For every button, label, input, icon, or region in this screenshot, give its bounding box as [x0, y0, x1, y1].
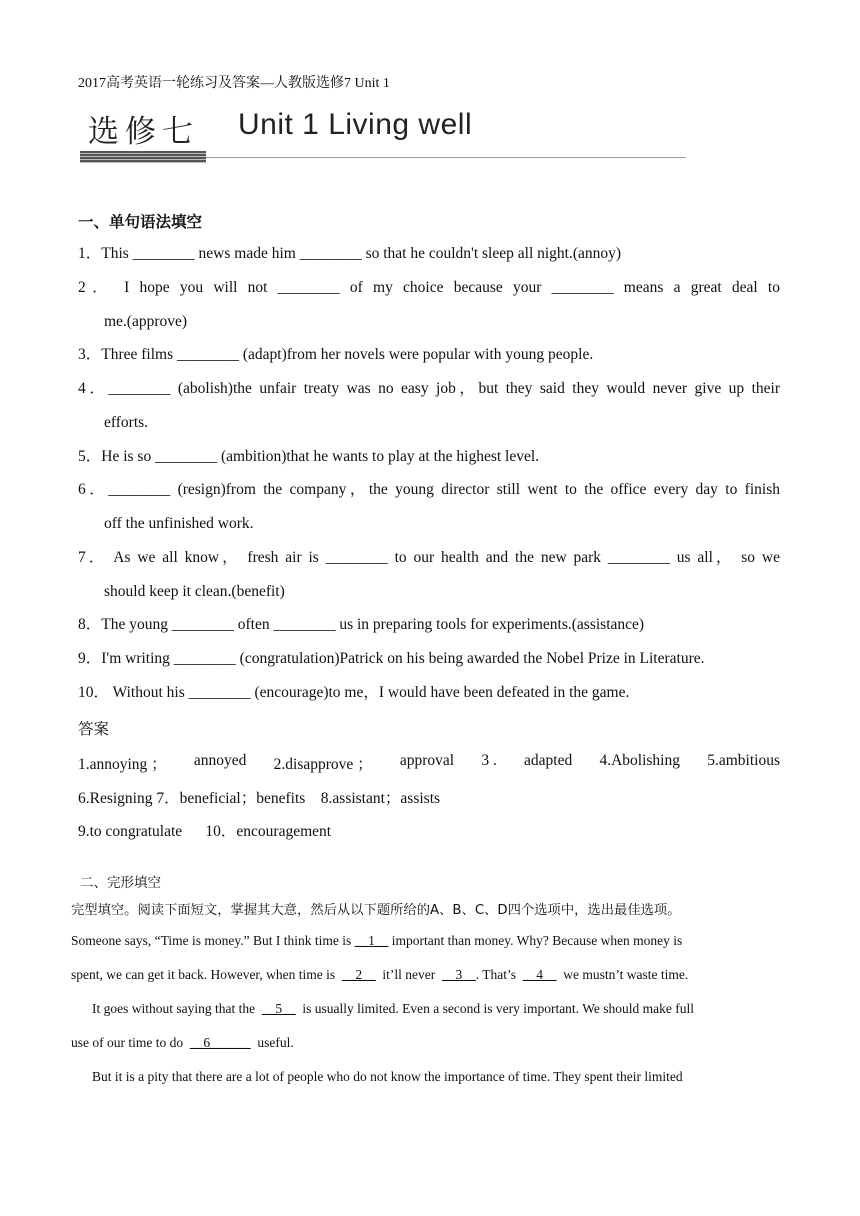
passage-text: useful.: [250, 1035, 294, 1050]
question-4-line-1: 4．________ (abolish)the unfair treaty was no easy job，but they said they would never give up their: [78, 380, 780, 397]
question-6-line-1: 6．________ (resign)from the company，the young director still went to the office every day to finish: [78, 481, 780, 498]
answers-line-3: 9.to congratulate 10．encouragement: [78, 823, 332, 840]
blank-1: __1__: [354, 933, 389, 948]
passage-text: It goes without saying that the: [92, 1001, 262, 1016]
answer-item: 4.Abolishing: [599, 752, 680, 769]
passage-text: we mustn’t waste time.: [556, 967, 689, 982]
passage-text: important than money. Why? Because when money is: [388, 933, 683, 948]
question-5: 5．He is so ________ (ambition)that he wants to play at the highest level.: [78, 448, 540, 465]
blank-2: __2__: [341, 967, 376, 982]
answer-item: 3 .: [481, 752, 497, 769]
passage-text: use of our time to do: [71, 1035, 190, 1050]
question-7-line-1: 7． As we all know， fresh air is ________ to our health and the new park ________ us all， so we: [78, 549, 780, 566]
section-title-cloze: 二、完形填空: [80, 875, 161, 891]
passage-text: is usually limited. Even a second is very important. We should make full: [295, 1001, 694, 1016]
blank-3: __3__: [442, 967, 476, 982]
unit-banner: [78, 106, 688, 170]
passage-line-5: But it is a pity that there are a lot of people who do not know the importance of time. They spent their limited: [92, 1069, 683, 1084]
answers-line-1: [78, 752, 780, 774]
cloze-instruction: 完型填空。阅读下面短文，掌握其大意，然后从以下题所给的A、B、C、D四个选项中，选出最佳选项。: [71, 903, 681, 918]
question-2-line-1: 2． I hope you will not ________ of my choice because your ________ means a great deal to: [78, 279, 780, 296]
banner-module-title: 选修七: [88, 114, 199, 150]
question-1: 1．This ________ news made him ________ so that he couldn't sleep all night.(annoy): [78, 245, 622, 262]
passage-line-2: [71, 967, 688, 983]
answer-item: adapted: [524, 752, 573, 769]
section-title-grammar: 一、单句语法填空: [78, 213, 203, 231]
answers-line-2: 6.Resigning 7．beneficial；benefits 8.assistant；assists: [78, 790, 441, 807]
answer-item: 5.ambitious: [707, 752, 780, 769]
answers-title: 答案: [78, 720, 110, 738]
banner-unit-title: Unit 1 Living well: [238, 108, 473, 141]
question-6-line-2: off the unfinished work.: [104, 515, 254, 532]
passage-text: it’ll never: [375, 967, 442, 982]
document-header: 2017高考英语一轮练习及答案—人教版选修7 Unit 1: [78, 76, 390, 91]
question-2-line-2: me.(approve): [104, 313, 188, 330]
answer-item: approval: [399, 752, 455, 769]
passage-text: Someone says, “Time is money.” But I think time is: [71, 933, 355, 948]
blank-6: __6______: [189, 1035, 251, 1050]
passage-line-1: [71, 933, 682, 949]
answer-item: 1.annoying ；: [78, 756, 167, 773]
passage-text: spent, we can get it back. However, when time is: [71, 967, 342, 982]
passage-line-3: [92, 1001, 694, 1017]
question-7-line-2: should keep it clean.(benefit): [104, 583, 285, 600]
passage-text: . That’s: [475, 967, 523, 982]
passage-line-4: [71, 1035, 294, 1051]
blank-4: __4__: [522, 967, 557, 982]
answer-item: 2.disapprove ；: [273, 756, 373, 773]
question-9: 9．I'm writing ________ (congratulation)Patrick on his being awarded the Nobel Prize in Literature.: [78, 650, 705, 667]
question-4-line-2: efforts.: [104, 414, 149, 431]
banner-thin-rule: [206, 157, 686, 158]
banner-thick-rule: [80, 151, 206, 163]
question-10: 10． Without his ________ (encourage)to me，I would have been defeated in the game.: [78, 684, 630, 701]
question-8: 8．The young ________ often ________ us in preparing tools for experiments.(assistance): [78, 616, 645, 633]
question-3: 3．Three films ________ (adapt)from her novels were popular with young people.: [78, 346, 594, 363]
answer-item: annoyed: [193, 752, 247, 769]
blank-5: __5__: [261, 1001, 296, 1016]
